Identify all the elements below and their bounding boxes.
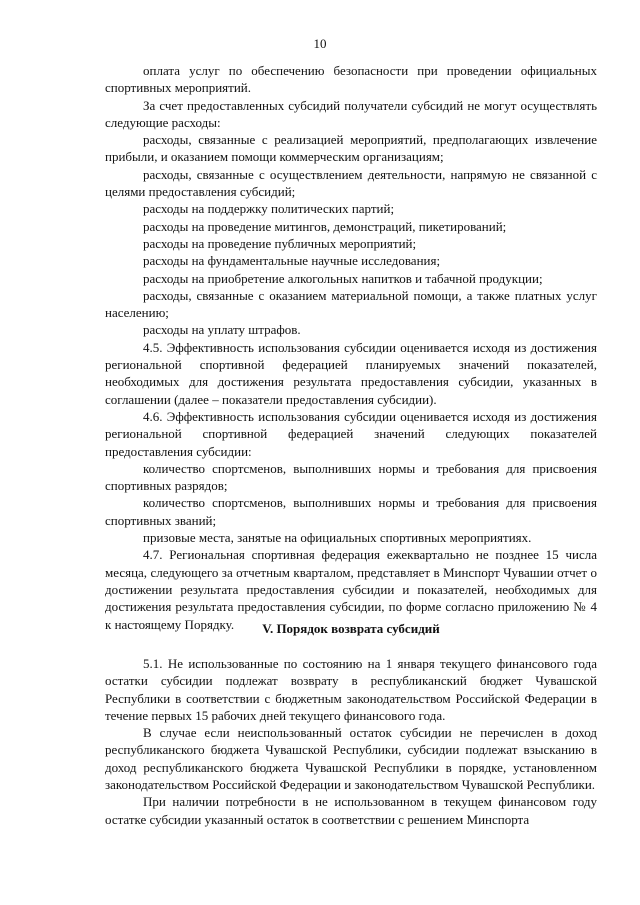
paragraph: 4.5. Эффективность использования субсидии оценивается исходя из достижения региональной спортивной федерацией планируемых значений показателей, необходимых для достижения результата предоставления субсидии, указанных в соглашении (далее – показатели предоставления субсидии). <box>105 339 597 407</box>
paragraph: призовые места, занятые на официальных спортивных мероприятиях. <box>143 530 532 546</box>
paragraph: За счет предоставленных субсидий получатели субсидий не могут осуществлять следующие расходы: <box>105 97 597 130</box>
paragraph: расходы на уплату штрафов. <box>143 322 301 338</box>
paragraph: 4.7. Региональная спортивная федерация ежеквартально не позднее 15 числа месяца, следующего за отчетным кварталом, представляет в Минспорт Чувашии отчет о достижении результата предоставления субсидии и показателей, необходимых для достижения результата предоставления субсидии, по форме согласно приложению № 4 к настоящему Порядку. <box>105 547 597 632</box>
paragraph: количество спортсменов, выполнивших нормы и требования для присвоения спортивных разрядов; <box>105 460 597 494</box>
paragraph: расходы на поддержку политических партий; <box>143 201 395 217</box>
paragraph: количество спортсменов, выполнивших нормы и требования для присвоения спортивных званий; <box>105 495 597 528</box>
paragraph: расходы на приобретение алкогольных напитков и табачной продукции; <box>143 270 543 286</box>
paragraph: расходы на фундаментальные научные исследования; <box>143 253 441 269</box>
paragraph: 5.1. Не использованные по состоянию на 1 января текущего финансового года остатки субсидии подлежат возврату в республиканский бюджет Чувашской Республики в соответствии с бюджетным законодательством Российской Федерации в течение первых 15 рабочих дней текущего финансового года. <box>105 656 597 723</box>
body-text-bottom <box>105 655 597 828</box>
paragraph: расходы на проведение публичных мероприятий; <box>143 235 417 251</box>
paragraph: расходы, связанные с оказанием материальной помощи, а также платных услуг населению; <box>105 287 597 321</box>
paragraph: При наличии потребности в не использованном в текущем финансовом году остатке субсидии указанный остаток в соответствии с решением Минспорта <box>105 794 597 827</box>
paragraph: расходы, связанные с реализацией мероприятий, предполагающих извлечение прибыли, и оказанием помощи коммерческим организациям; <box>105 132 597 165</box>
paragraph: оплата услуг по обеспечению безопасности при проведении официальных спортивных мероприятий. <box>105 63 597 96</box>
paragraph: 4.6. Эффективность использования субсидии оценивается исходя из достижения региональной спортивной федерацией значений следующих показателей предоставления субсидии: <box>105 408 597 459</box>
section-title: V. Порядок возврата субсидий <box>262 621 440 636</box>
paragraph: расходы на проведение митингов, демонстраций, пикетирований; <box>143 218 507 234</box>
paragraph: В случае если неиспользованный остаток субсидии не перечислен в доход республиканского бюджета Чувашской Республики, субсидии подлежат взысканию в доход республиканского бюджета Чувашской Республики в порядке, установленном законодательством Российской Федерации и законодательством Чувашской Республики. <box>105 725 597 793</box>
body-text-top <box>105 62 597 633</box>
page-number: 10 <box>313 36 327 51</box>
paragraph: расходы, связанные с осуществлением деятельности, напрямую не связанной с целями предоставления субсидий; <box>105 166 597 200</box>
